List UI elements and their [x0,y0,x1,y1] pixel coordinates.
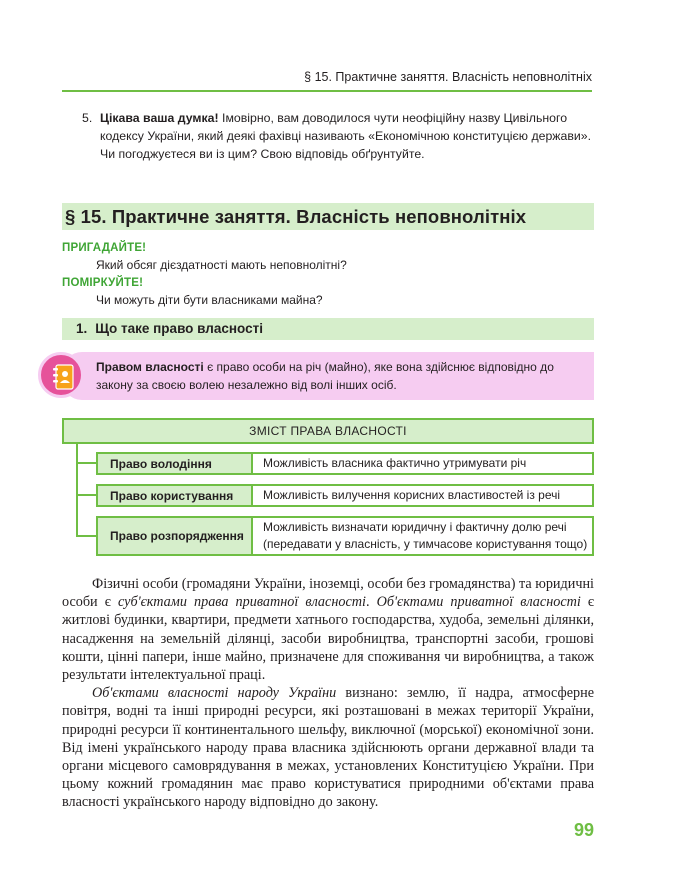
scheme-term: Право користування [98,486,253,505]
emphasis-text: Об'єктами власності народу України [92,685,337,702]
task-lead: Цікава ваша думка! [100,111,219,125]
subsection-heading [62,318,594,340]
definition-term: Правом власності [96,360,204,374]
scheme-connector [76,535,96,537]
paragraph-text: . [365,594,377,611]
scheme-connector [76,494,96,496]
task-5 [82,109,594,163]
scheme-connector-vertical [76,444,78,536]
think-question: Чи можуть діти бути власниками майна? [96,293,323,307]
paragraph-text: Фізичні особи (громадяни України, іноземці, особи без громадянства) та юридичні особи є [62,576,594,611]
paragraph-text: визнано: землю, її надра, атмосферне повітря, водні та інші природні ресурси, які розташовані в межах території України, природні ресурси її континентального шельфу, виключної (морської) економічної зони. Від імені українського народу права власника здійснюють органи державної влади та органи місцевого самоврядування в межах, установлених Конституцією України. При цьому кожний громадянин має право користуватися природними об'єктами права власності українського народу відповідно до закону. [62,685,594,811]
scheme-description: Можливість власника фактично утримувати річ [263,456,527,470]
scheme-term: Право розпорядження [98,518,253,554]
paragraph-2 [62,684,594,811]
header-rule [62,90,592,92]
page-number: 99 [573,820,594,840]
main-text [62,575,594,812]
emphasis-text: суб'єктами права приватної власності [117,594,366,611]
subsection-title: Що таке право власності [95,321,263,336]
scheme-connector [76,462,96,464]
subsection-number: 1. [76,321,88,336]
emphasis-text: Об'єктами приватної власності [376,594,581,611]
definition-body: є право особи на річ (майно), яке вона здійснює відповідно до закону за своєю волею незалежно від волі інших осіб. [96,360,554,392]
scheme-row-possession [96,452,594,475]
remember-question: Який обсяг дієздатності мають неповнолітні? [96,258,347,272]
scheme-description: Можливість визначати юридичну і фактичну долю речі (передавати у власність, у тимчасове користування тощо) [263,520,588,551]
scheme-row-use [96,484,594,507]
remember-label: ПРИГАДАЙТЕ! [62,242,147,254]
section-title: § 15. Практичне заняття. Власність неповнолітніх [62,203,594,230]
scheme-description: Можливість вилучення корисних властивостей із речі [263,488,561,502]
task-text: Імовірно, вам доводилося чути неофіційну назву Цивільного кодексу України, який деякі фахівці називають «Економічною конституцією держави». Чи погоджуєтеся ви із цим? Свою відповідь обґрунтуйте. [100,111,592,161]
task-body [100,109,594,163]
paragraph-text: є житлові будинки, квартири, предмети хатнього господарства, худоба, земельні ділянки, насадження на земельній ділянці, засоби виробництва, транспортні засоби, грошові кошти, цінні папери, інше майно, призначене для споживання чи виробництва, а також результати інтелектуальної праці. [62,594,595,684]
scheme-term: Право володіння [98,454,253,473]
think-label: ПОМІРКУЙТЕ! [62,277,144,289]
task-number: 5. [82,111,93,125]
paragraph-1 [62,575,594,684]
scheme-title: ЗМІСТ ПРАВА ВЛАСНОСТІ [62,418,594,444]
notebook-icon [38,352,84,398]
definition-text [96,358,576,394]
running-header: § 15. Практичне заняття. Власність неповнолітніх [304,70,592,84]
scheme-row-disposal [96,516,594,556]
